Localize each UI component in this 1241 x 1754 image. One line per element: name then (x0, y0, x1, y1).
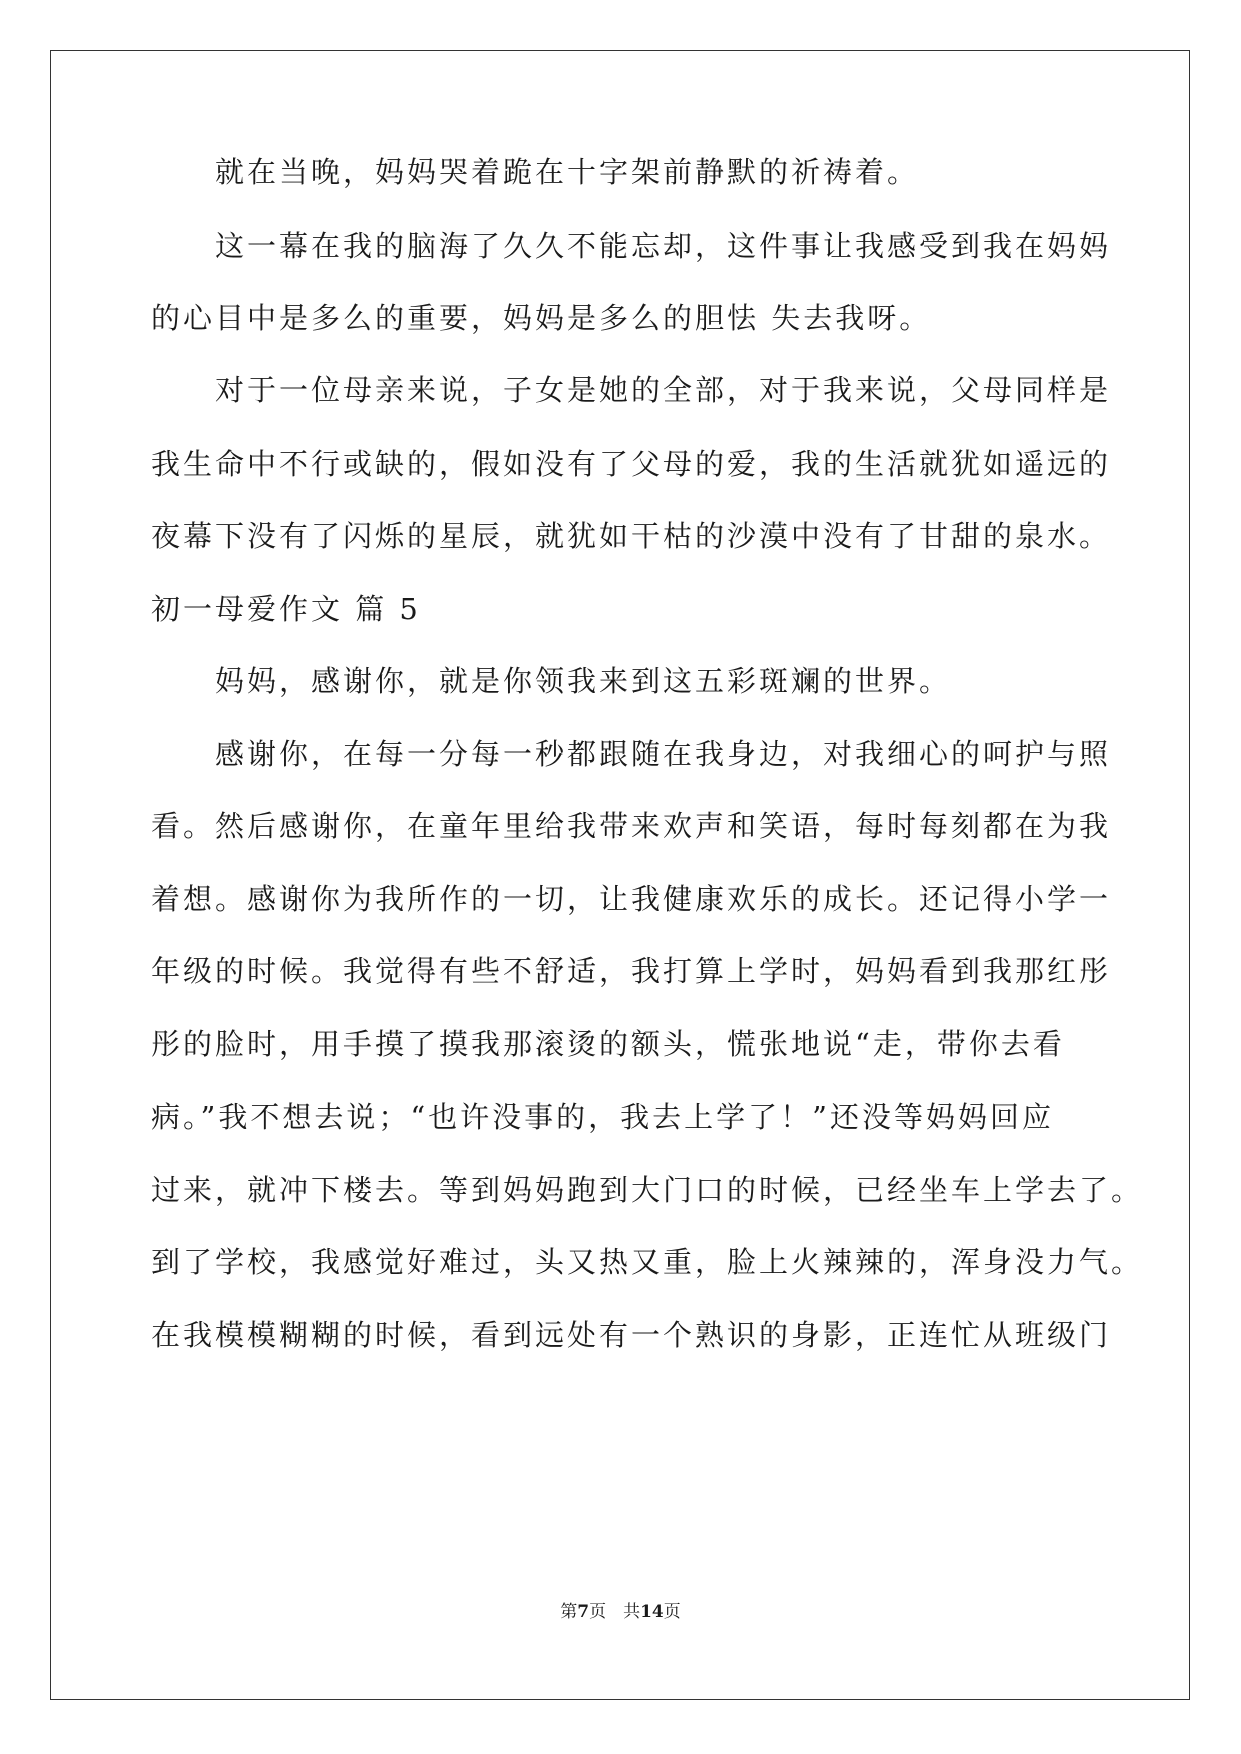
paragraph-line: 在我模模糊糊的时候，看到远处有一个熟识的身影，正连忙从班级门 (151, 1318, 1112, 1352)
paragraph-line: 年级的时候。我觉得有些不舒适，我打算上学时，妈妈看到我那红彤 (151, 954, 1112, 988)
paragraph-line: 着想。感谢你为我所作的一切，让我健康欢乐的成长。还记得小学一 (151, 882, 1112, 916)
page-number (0, 1597, 1241, 1622)
page-number-mid: 页 共 (589, 1602, 641, 1622)
paragraph-line: 对于一位母亲来说，子女是她的全部，对于我来说，父母同样是 (215, 373, 1112, 407)
paragraph-line: 彤的脸时，用手摸了摸我那滚烫的额头，慌张地说“走，带你去看 (151, 1027, 1065, 1061)
total-pages: 14 (640, 1602, 664, 1622)
paragraph-line: 这一幕在我的脑海了久久不能忘却，这件事让我感受到我在妈妈 (215, 229, 1112, 263)
paragraph-line: 妈妈，感谢你，就是你领我来到这五彩斑斓的世界。 (215, 664, 952, 698)
paragraph-line: 就在当晚，妈妈哭着跪在十字架前静默的祈祷着。 (215, 155, 920, 189)
paragraph-line: 我生命中不行或缺的，假如没有了父母的爱，我的生活就犹如遥远的 (151, 447, 1112, 481)
paragraph-line: 感谢你，在每一分每一秒都跟随在我身边，对我细心的呵护与照 (215, 737, 1112, 771)
current-page: 7 (577, 1602, 590, 1622)
paragraph-line: 到了学校，我感觉好难过，头又热又重，脸上火辣辣的，浑身没力气。 (151, 1245, 1144, 1279)
page-number-suffix: 页 (663, 1602, 681, 1622)
paragraph-line: 病。”我不想去说；“也许没事的，我去上学了！”还没等妈妈回应 (151, 1100, 1054, 1134)
paragraph-line: 看。然后感谢你，在童年里给我带来欢声和笑语，每时每刻都在为我 (151, 809, 1112, 843)
paragraph-line: 夜幕下没有了闪烁的星辰，就犹如干枯的沙漠中没有了甘甜的泉水。 (151, 519, 1112, 553)
paragraph-line: 的心目中是多么的重要，妈妈是多么的胆怯 失去我呀。 (151, 301, 932, 335)
paragraph-line: 过来，就冲下楼去。等到妈妈跑到大门口的时候，已经坐车上学去了。 (151, 1173, 1144, 1207)
page-number-prefix: 第 (560, 1602, 578, 1622)
section-heading: 初一母爱作文 篇 5 (151, 592, 421, 626)
